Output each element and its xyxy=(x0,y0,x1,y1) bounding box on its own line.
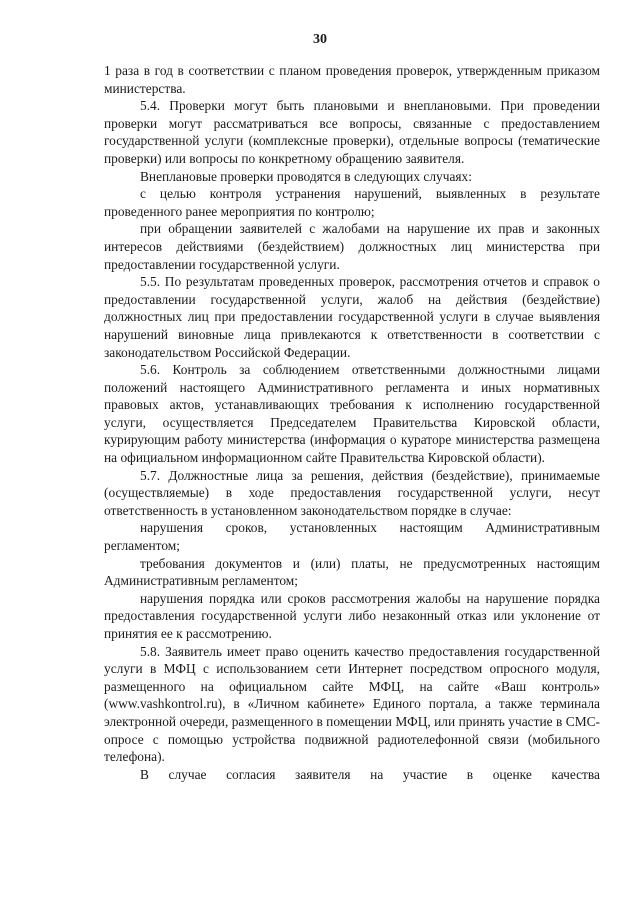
paragraph-5-5: 5.5. По результатам проведенных проверок, рассмотрения отчетов и справок о предоставлении государственной услуги, жалоб на действия (бездействие) должностных лиц при предоставлении государственной услуги в случае выявления нарушений виновные лица привлекаются к ответственности в соответствии с законодательством Российской Федерации. xyxy=(104,274,600,360)
paragraph-5-7: 5.7. Должностные лица за решения, действия (бездействие), принимаемые (осуществляемые) в ходе предоставления государственной услуги, несут ответственность в установленном законодательством порядке в случае: xyxy=(104,467,600,518)
paragraph-1: 1 раза в год в соответствии с планом проведения проверок, утвержденным приказом министерства. xyxy=(104,63,600,96)
paragraph-case-2: при обращении заявителей с жалобами на нарушение их прав и законных интересов действиями (бездействием) должностных лиц министерства при предоставлении государственной услуги. xyxy=(104,221,600,272)
page-number: 30 xyxy=(313,32,327,47)
paragraph-5-8: 5.8. Заявитель имеет право оценить качество предоставления государственной услуги в МФЦ с использованием сети Интернет посредством опросного модуля, размещенного на официальном сайте МФЦ, на сайте «Ваш контроль» (www.vashkontrol.ru), в «Личном кабинете» Единого портала, а также терминала электронной очереди, размещенного в помещении МФЦ, или принять участие в СМС-опросе с помощью устройства подвижной радиотелефонной связи (мобильного телефона). xyxy=(104,643,600,765)
paragraph-consent: В случае согласия заявителя на участие в оценке качества xyxy=(140,766,600,782)
paragraph-violation-3: нарушения порядка или сроков рассмотрения жалобы на нарушение порядка предоставления государственной услуги либо незаконный отказ или уклонение от принятия ее к рассмотрению. xyxy=(104,590,600,641)
paragraph-unscheduled-intro: Внеплановые проверки проводятся в следующих случаях: xyxy=(140,168,472,184)
paragraph-5-6: 5.6. Контроль за соблюдением ответственными должностными лицами положений настоящего Административного регламента и иных нормативных правовых актов, устанавливающих требования к исполнению государственной услуги, осуществляется Председателем Правительства Кировской области, курирующим работу министерства (информация о кураторе министерства размещена на официальном информационном сайте Правительства Кировской области). xyxy=(104,362,600,466)
paragraph-violation-2: требования документов и (или) платы, не предусмотренных настоящим Административным регламентом; xyxy=(104,555,600,589)
document-body xyxy=(104,62,600,783)
paragraph-case-1: с целью контроля устранения нарушений, выявленных в результате проведенного ранее мероприятия по контролю; xyxy=(104,186,600,219)
paragraph-violation-1: нарушения сроков, установленных настоящим Административным регламентом; xyxy=(104,520,600,554)
paragraph-5-4: 5.4. Проверки могут быть плановыми и внеплановыми. При проведении проверки могут рассматриваться все вопросы, связанные с предоставлением государственной услуги (комплексные проверки), отдельные вопросы (тематические проверки) или вопросы по конкретному обращению заявителя. xyxy=(104,98,600,166)
